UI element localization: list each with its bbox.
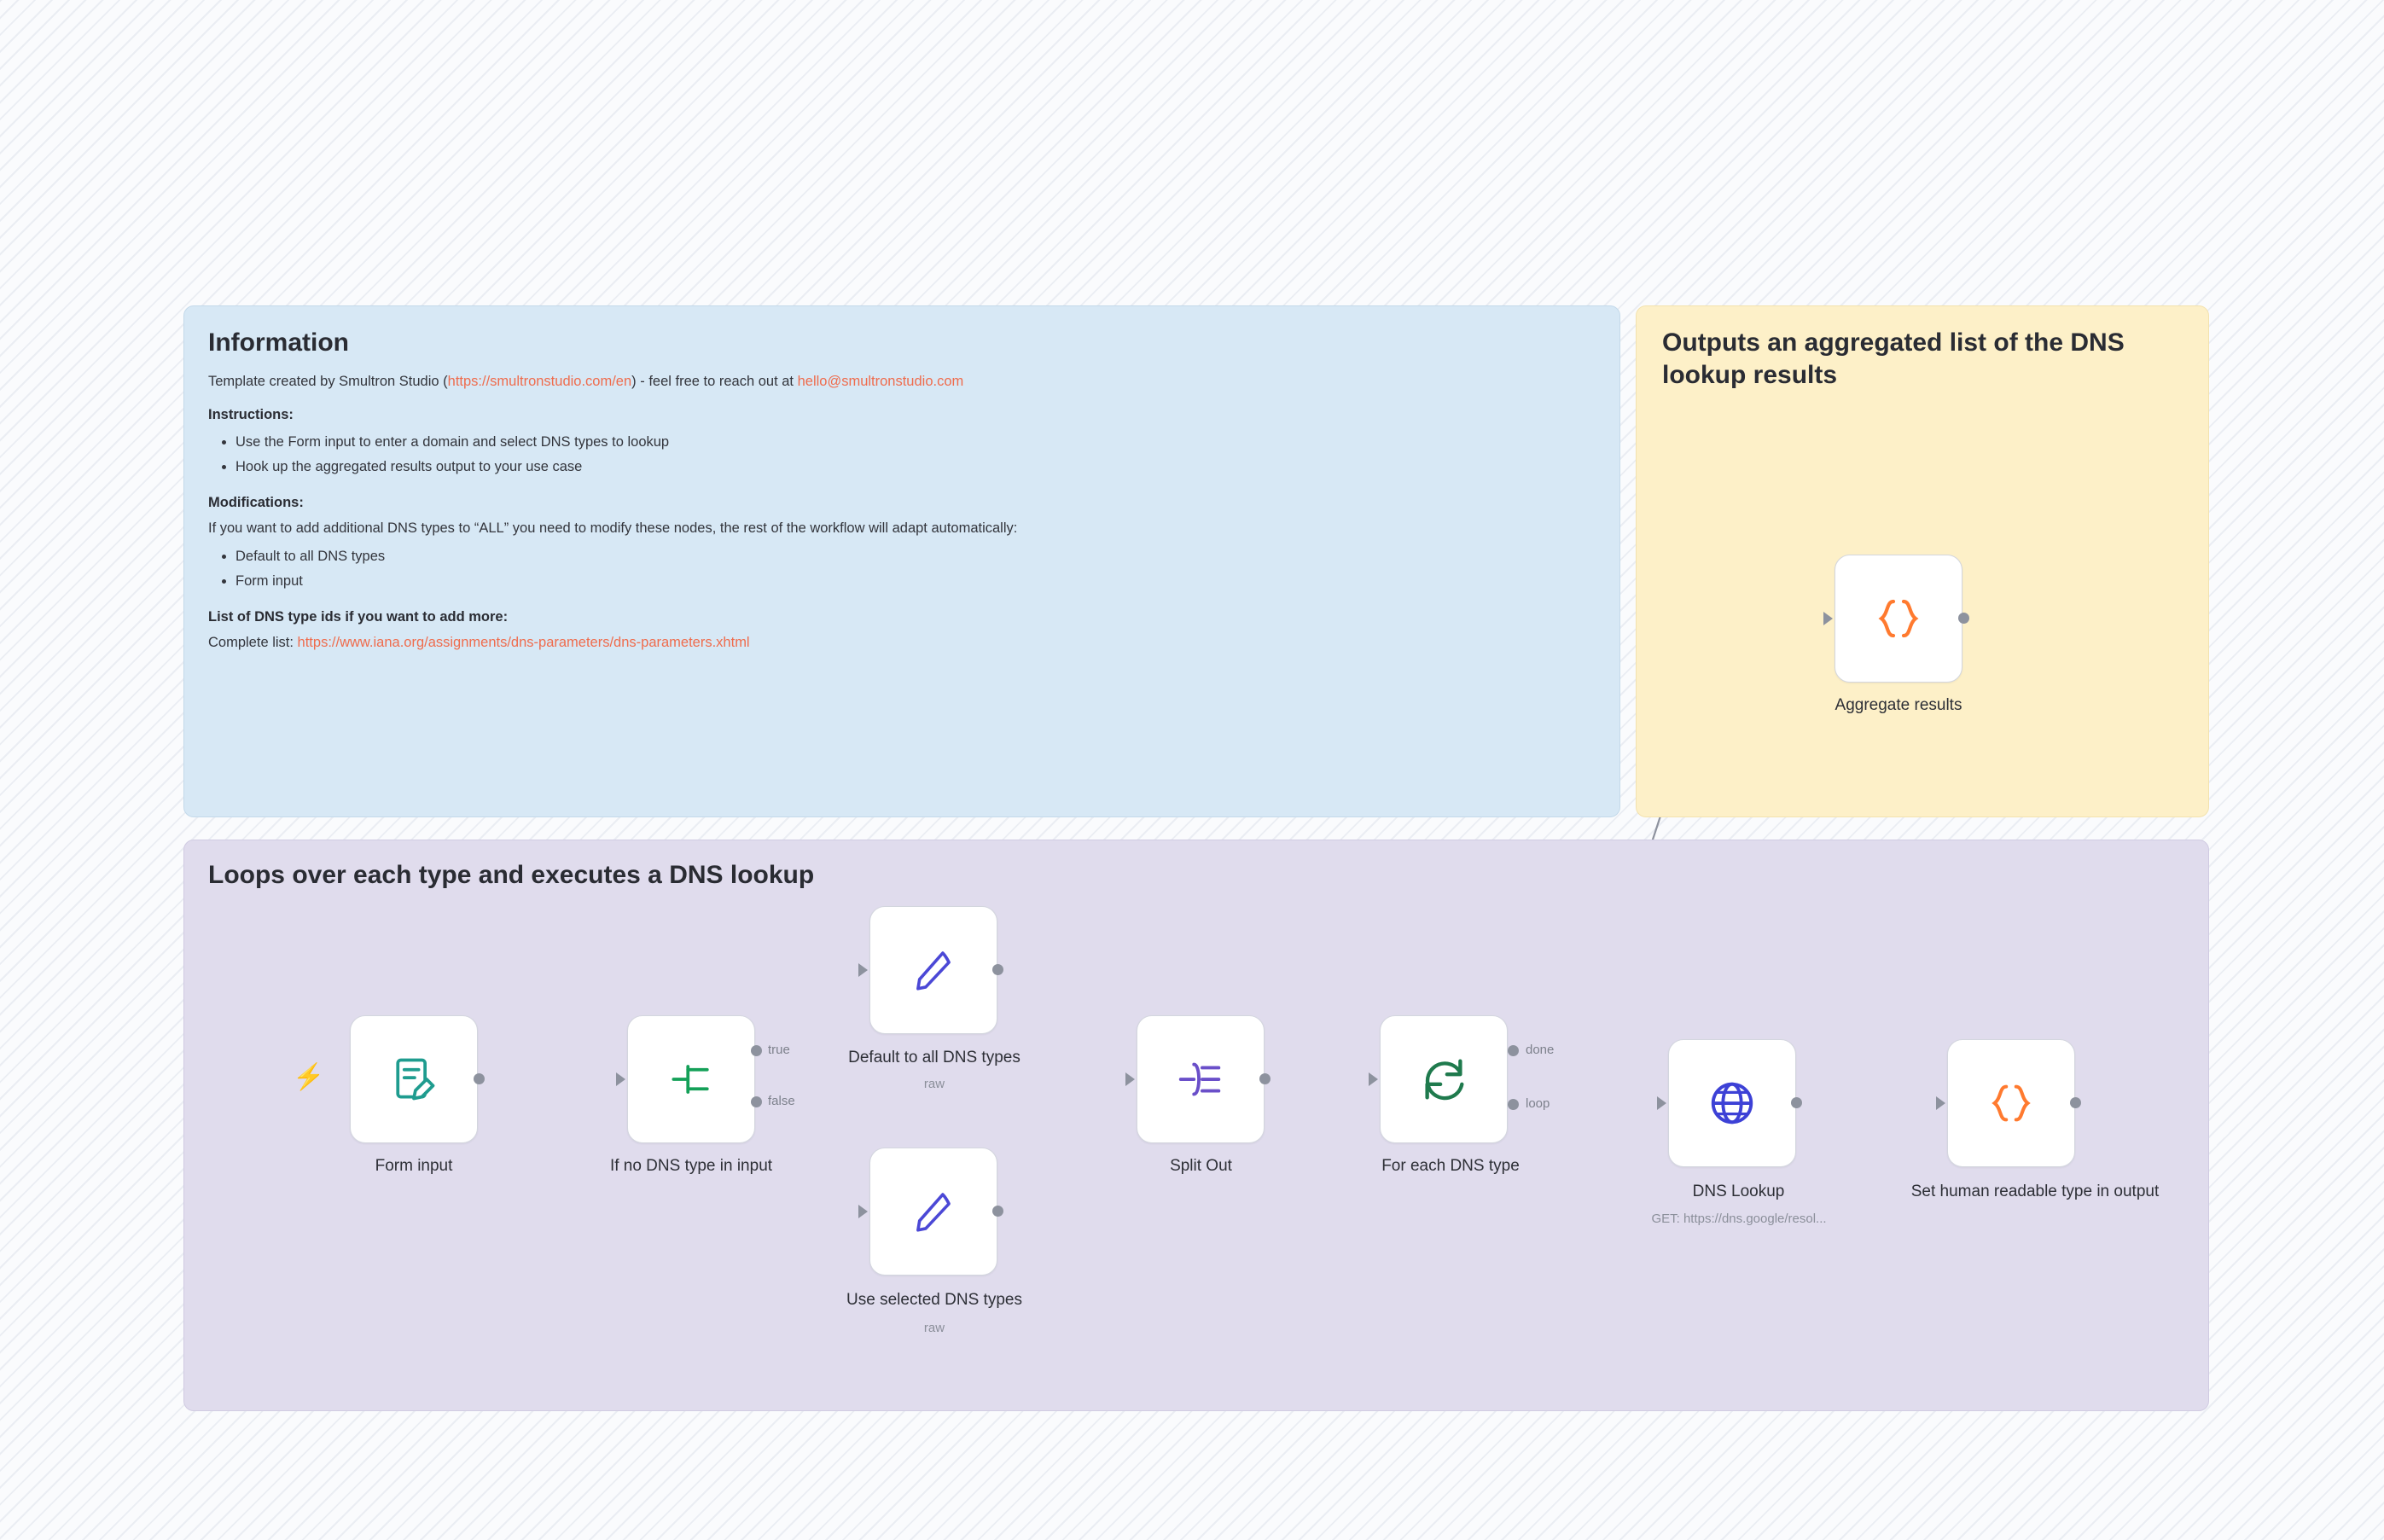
node-label-dns-lookup: DNS Lookup [1692,1183,1785,1200]
information-intro-middle: ) - feel free to reach out at [631,374,798,390]
modifications-heading: Modifications: [208,494,304,510]
curly-braces-icon [1985,1077,2038,1130]
complete-list-line [208,632,1596,654]
node-label-use-selected-dns-types: Use selected DNS types [846,1291,1022,1309]
node-split-out[interactable] [1137,1015,1265,1143]
port-label-false: false [768,1094,795,1108]
contact-email-link[interactable]: hello@smultronstudio.com [797,374,964,390]
list-item: • Use the Form input to enter a domain and select DNS types to lookup [235,430,1596,455]
node-if-no-dns-type[interactable] [627,1015,755,1143]
node-label-form-input: Form input [375,1157,453,1175]
node-label-default-to-all-dns-types: Default to all DNS types [848,1049,1020,1066]
split-out-icon [1174,1053,1227,1106]
port-out-default-to-all-dns-types[interactable] [992,964,1003,975]
edit-pen-icon [909,945,958,995]
node-sublabel-default-to-all-dns-types: raw [923,1077,945,1091]
node-for-each-dns-type[interactable] [1380,1015,1508,1143]
instructions-list [208,430,1596,479]
information-intro [208,371,1596,393]
node-aggregate-results[interactable] [1835,555,1962,683]
sticky-note-information[interactable] [183,305,1620,817]
port-label-loop: loop [1526,1096,1550,1111]
edit-pen-icon [909,1187,958,1236]
list-item: • Form input [235,569,1596,594]
information-intro-prefix: Template created by Smultron Studio ( [208,374,448,390]
complete-list-prefix: Complete list: [208,635,298,651]
port-out-use-selected-dns-types[interactable] [992,1206,1003,1217]
node-form-input[interactable] [350,1015,478,1143]
dns-type-ids-heading: List of DNS type ids if you want to add more: [208,609,509,625]
port-in-dns-lookup[interactable] [1657,1096,1666,1110]
loop-note-title: Loops over each type and executes a DNS lookup [208,861,815,889]
node-default-to-all-dns-types[interactable] [869,906,997,1034]
port-out-false-if-no-dns-type[interactable] [751,1096,762,1107]
node-sublabel-dns-lookup: GET: https://dns.google/resol... [1651,1212,1827,1226]
iana-dns-parameters-link[interactable]: https://www.iana.org/assignments/dns-parameters/dns-parameters.xhtml [297,635,750,651]
port-label-done: done [1526,1043,1555,1057]
port-out-form-input[interactable] [474,1073,485,1084]
form-icon [388,1054,439,1105]
node-label-aggregate-results: Aggregate results [1835,696,1962,714]
port-in-set-human-readable-type[interactable] [1936,1096,1945,1110]
curly-braces-icon [1871,591,1926,646]
list-item: • Default to all DNS types [235,544,1596,569]
modifications-text: If you want to add additional DNS types to “ALL” you need to modify these nodes, the rest of the workflow will adapt automatically: [208,520,1018,536]
port-out-done-for-each[interactable] [1508,1045,1519,1056]
port-in-aggregate-results[interactable] [1823,612,1833,625]
globe-icon [1706,1077,1759,1130]
node-label-for-each-dns-type: For each DNS type [1381,1157,1520,1175]
node-dns-lookup[interactable] [1668,1039,1796,1167]
port-out-set-human-readable-type[interactable] [2070,1097,2081,1108]
aggregate-note-title: Outputs an aggregated list of the DNS lookup results [1662,328,2125,390]
port-out-true-if-no-dns-type[interactable] [751,1045,762,1056]
port-out-split-out[interactable] [1259,1073,1270,1084]
port-label-true: true [768,1043,790,1057]
port-in-if-no-dns-type[interactable] [616,1072,625,1086]
list-item: • Hook up the aggregated results output to your use case [235,455,1596,479]
port-in-use-selected-dns-types[interactable] [858,1205,868,1218]
node-set-human-readable-type[interactable] [1947,1039,2075,1167]
information-title: Information [208,328,349,357]
port-out-loop-for-each[interactable] [1508,1099,1519,1110]
loop-refresh-icon [1417,1053,1470,1106]
node-use-selected-dns-types[interactable] [869,1148,997,1276]
trigger-bolt-icon: ⚡ [293,1063,325,1091]
port-out-aggregate-results[interactable] [1958,613,1969,624]
node-label-split-out: Split Out [1170,1157,1232,1175]
node-sublabel-use-selected-dns-types: raw [923,1321,945,1335]
modifications-list [208,544,1596,594]
port-out-dns-lookup[interactable] [1791,1097,1802,1108]
node-label-if-no-dns-type: If no DNS type in input [609,1157,773,1175]
filter-switch-icon [666,1054,717,1105]
port-in-for-each-dns-type[interactable] [1369,1072,1378,1086]
port-in-default-to-all-dns-types[interactable] [858,963,868,977]
smultron-studio-link[interactable]: https://smultronstudio.com/en [447,374,632,390]
instructions-heading: Instructions: [208,406,294,422]
node-label-set-human-readable-type: Set human readable type in output [1910,1183,2160,1200]
port-in-split-out[interactable] [1125,1072,1135,1086]
